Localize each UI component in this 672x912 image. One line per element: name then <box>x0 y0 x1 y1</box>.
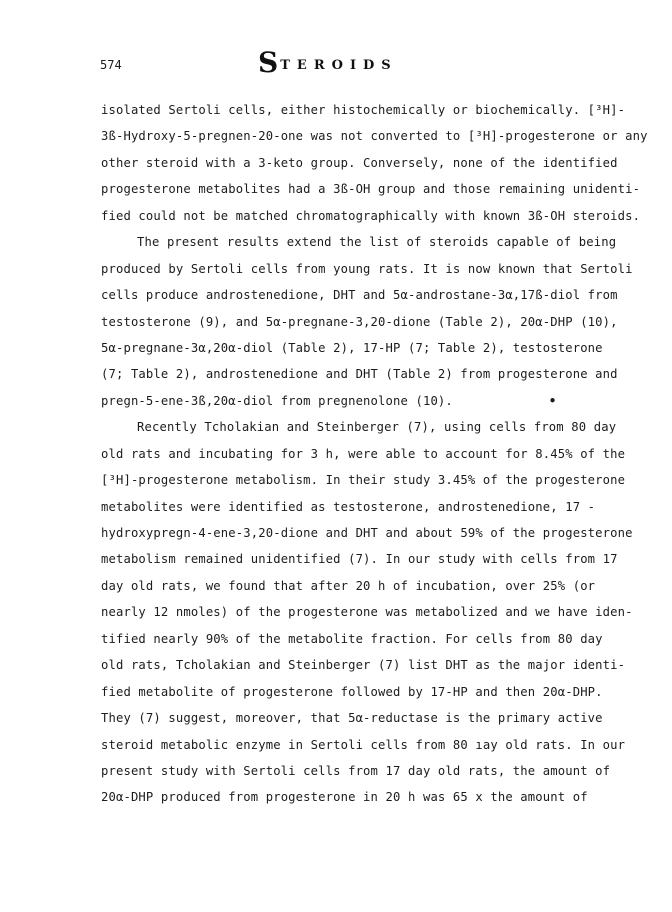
body-text <box>101 97 648 811</box>
text-line: old rats, Tcholakian and Steinberger (7) list DHT as the major identi- <box>101 658 626 673</box>
text-line: day old rats, we found that after 20 h of incubation, over 25% (or <box>101 578 596 593</box>
text-line: [³H]-progesterone metabolism. In their study 3.45% of the progesterone <box>101 473 626 488</box>
text-line: isolated Sertoli cells, either histochemically or biochemically. [³H]- <box>101 103 626 117</box>
text-line: fied metabolite of progesterone followed by 17-HP and then 20α-DHP. <box>101 684 603 699</box>
journal-title <box>258 46 398 79</box>
paragraph-start-line: Recently Tcholakian and Steinberger (7), using cells from 80 day <box>137 420 617 435</box>
text-line: old rats and incubating for 3 h, were able to account for 8.45% of the <box>101 446 626 461</box>
journal-title-initial: S <box>258 46 281 79</box>
text-line: hydroxypregn-4-ene-3,20-dione and DHT and about 59% of the progesterone <box>101 526 633 540</box>
text-line: other steroid with a 3-keto group. Conversely, none of the identified <box>101 155 618 170</box>
page-header <box>0 44 672 79</box>
text-line: nearly 12 nmoles) of the progesterone was metabolized and we have iden- <box>101 605 633 620</box>
page-number: 574 <box>100 58 122 72</box>
text-line: They (7) suggest, moreover, that 5α-reductase is the primary active <box>101 711 603 726</box>
text-line: 5α-pregnane-3α,20α-diol (Table 2), 17-HP (7; Table 2), testosterone <box>101 340 603 355</box>
paragraph-start-line: The present results extend the list of steroids capable of being <box>137 235 617 250</box>
journal-title-rest: TEROIDS <box>280 58 398 73</box>
text-line: present study with Sertoli cells from 17 day old rats, the amount of <box>101 763 611 778</box>
text-line-with-mark <box>101 388 581 414</box>
text-line: steroid metabolic enzyme in Sertoli cells from 80 ıay old rats. In our <box>101 737 626 752</box>
text-line: metabolism remained unidentified (7). In our study with cells from 17 <box>101 552 618 567</box>
text-line: testosterone (9), and 5α-pregnane-3,20-dione (Table 2), 20α-DHP (10), <box>101 314 618 329</box>
text-line: (7; Table 2), androstenedione and DHT (Table 2) from progesterone and <box>101 367 618 382</box>
text-line: cells produce androstenedione, DHT and 5α-androstane-3α,17ß-diol from <box>101 288 618 303</box>
text-line: metabolites were identified as testosterone, androstenedione, 17 - <box>101 499 596 514</box>
text-line: 3ß-Hydroxy-5-pregnen-20-one was not converted to [³H]-progesterone or any <box>101 129 648 144</box>
text-line: pregn-5-ene-3ß,20α-diol from pregnenolone (10). <box>101 393 453 408</box>
text-line: 20α-DHP produced from progesterone in 20 h was 65 x the amount of <box>101 790 588 805</box>
stray-mark: • <box>548 393 557 408</box>
text-line: produced by Sertoli cells from young rats. It is now known that Sertoli <box>101 261 633 276</box>
text-line: progesterone metabolites had a 3ß-OH group and those remaining unidenti- <box>101 182 641 197</box>
text-line: fied could not be matched chromatographically with known 3ß-OH steroids. <box>101 208 641 223</box>
text-line: tified nearly 90% of the metabolite fraction. For cells from 80 day <box>101 631 603 646</box>
